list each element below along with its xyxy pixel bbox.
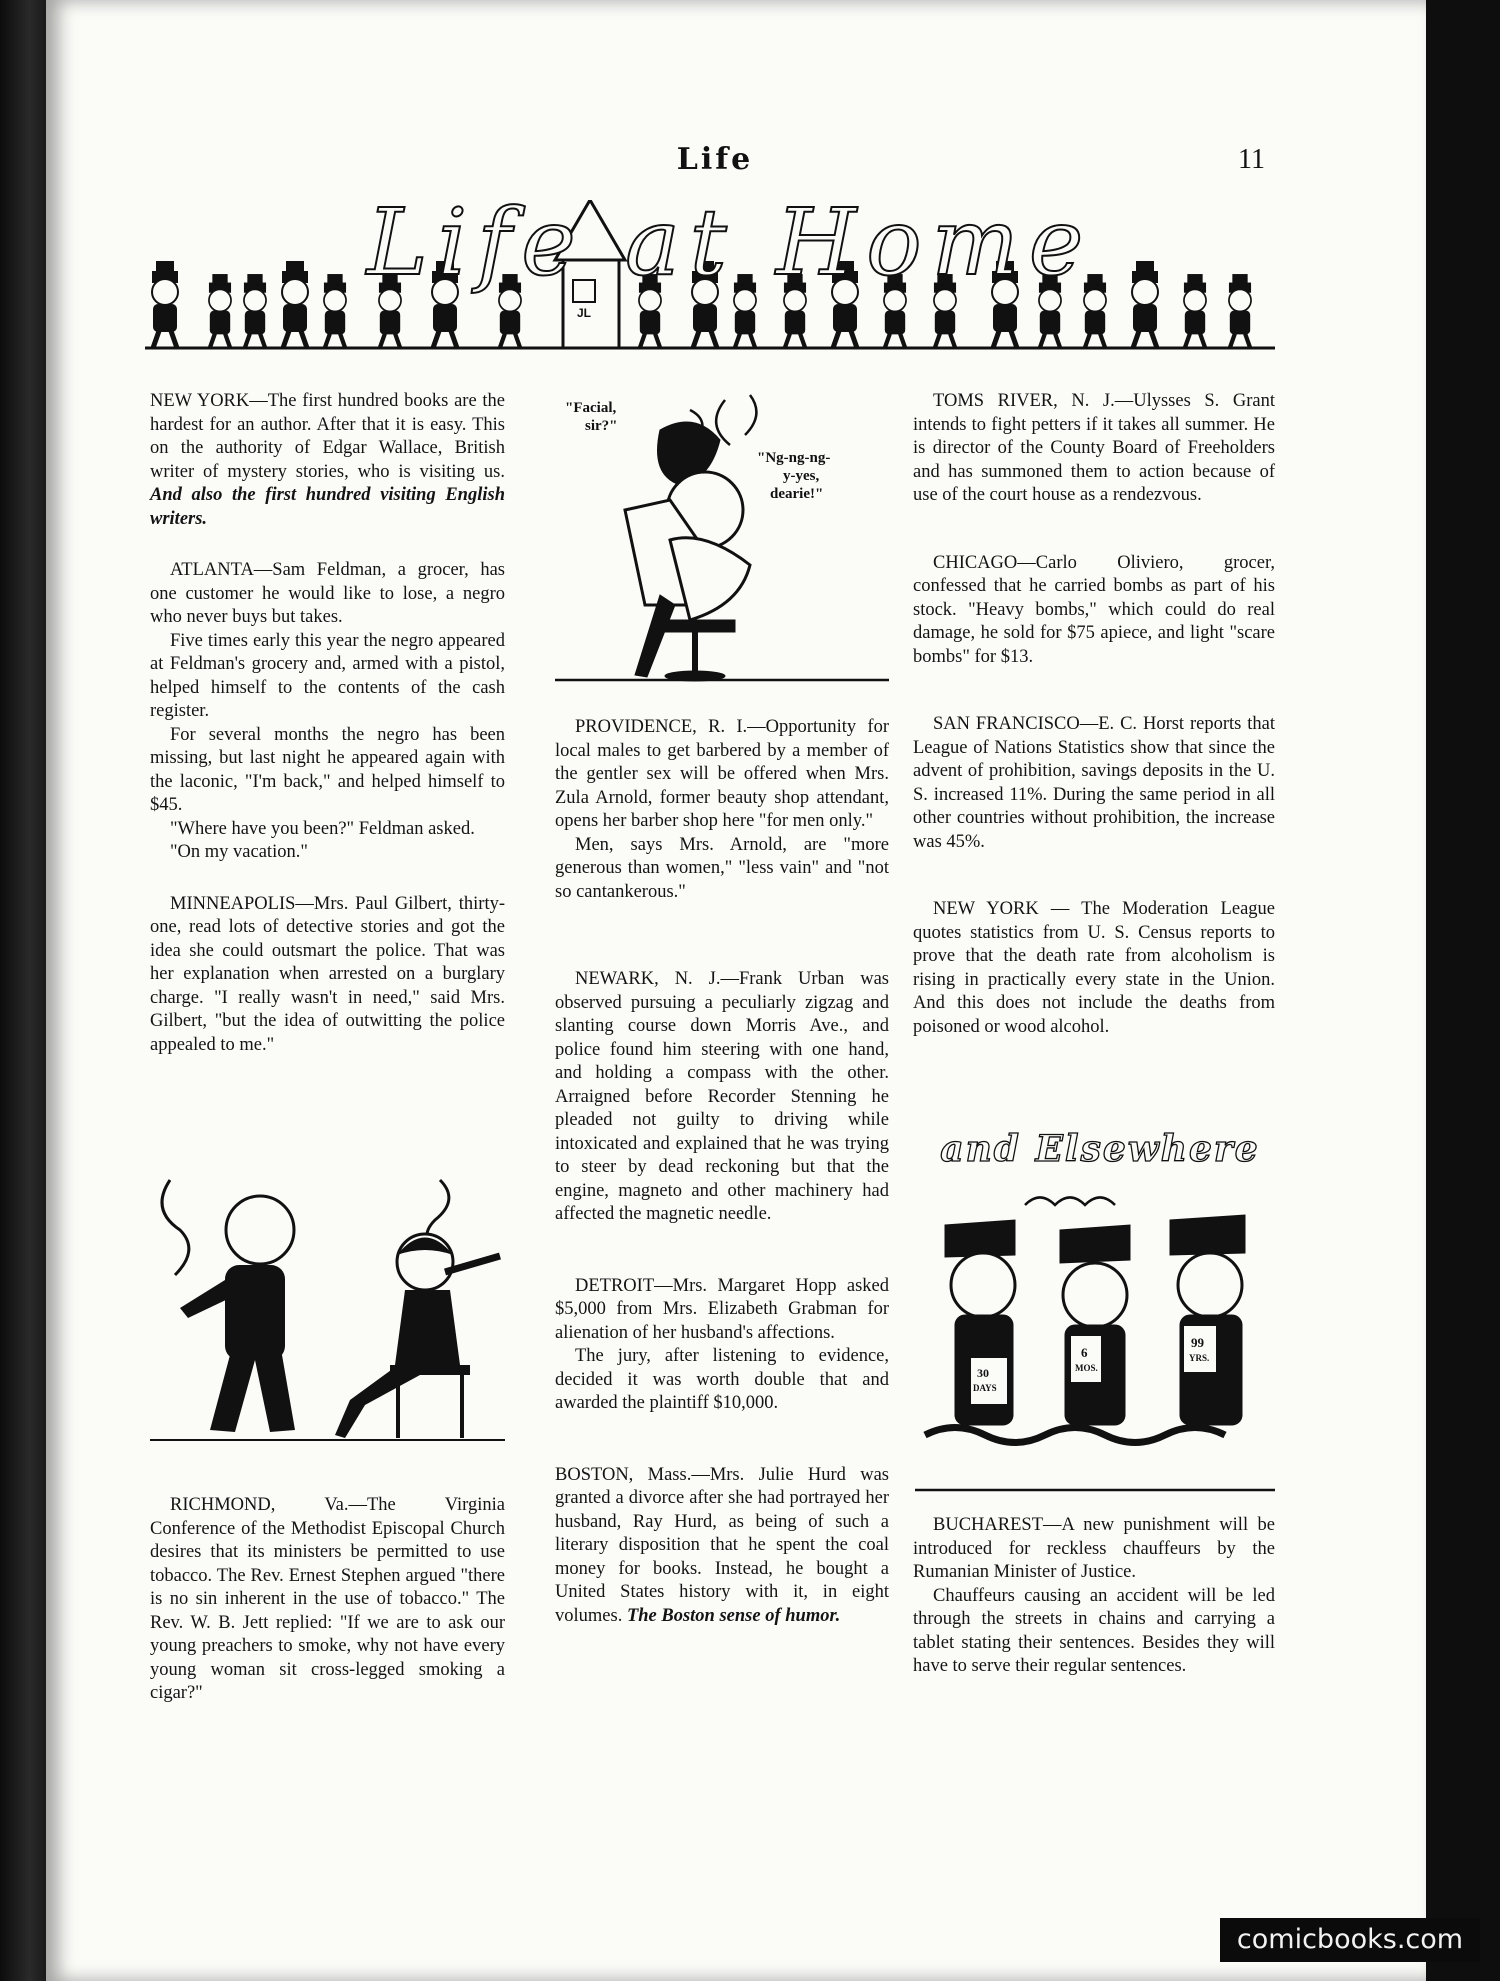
article-italic-tail: And also the first hundred visiting English writers. [150,485,505,529]
article-new-york-2 [913,898,1275,1039]
column-middle [555,716,889,1654]
article-bucharest [913,1514,1275,1679]
caption-ng: "Ng-ng-ng- [757,450,831,466]
chain-gang-illustration [915,1185,1275,1500]
article-richmond [150,1494,505,1706]
article-chicago [913,552,1275,670]
parade-figure [152,262,178,348]
article-newark [555,968,889,1227]
article-paragraph: CHICAGO—Carlo Oliviero, grocer, confessed that he carried bombs as part of his stock. "Heavy bombs," which could do real damage, he sold for $75 apiece, and light "scare bombs" for $13. [913,552,1275,667]
spine-shadow [0,0,50,1981]
caption-sir: sir?" [585,418,618,434]
article-paragraph: The jury, after listening to evidence, decided it was worth double that and awarded the plaintiff $10,000. [555,1346,889,1413]
article-providence [555,716,889,904]
column-left-bottom [150,1494,505,1732]
site-watermark: comicbooks.com [1220,1918,1480,1962]
article-san-francisco [913,713,1275,854]
article-paragraph: MINNEAPOLIS—Mrs. Paul Gilbert, thirty-one, read lots of detective stories and got the idea she could outsmart the police. That was her explanation when arrested on a burglary charge. "I really wasn't in need," said Mrs. Gilbert, "but the idea of outwitting the police appealed to me." [150,893,505,1055]
tag-99: 99 [1191,1335,1204,1350]
parade-figure [1229,275,1251,348]
caption-dearie: dearie!" [770,486,824,502]
article-paragraph: DETROIT—Mrs. Margaret Hopp asked $5,000 from Mrs. Elizabeth Grabman for alienation of her husband's affections. [555,1275,889,1343]
article-paragraph: Chauffeurs causing an accident will be led through the streets in chains and carrying a tablet stating their sentences. Besides they will have to serve their regular sentences. [913,1585,1275,1676]
article-paragraph: Men, says Mrs. Arnold, are "more generous than women," "less vain" and "not so cantankerous." [555,834,889,902]
article-paragraph: PROVIDENCE, R. I.—Opportunity for local males to get barbered by a member of the gentler sex will be offered when Mrs. Zula Arnold, former beauty shop attendant, opens her barber shop here "for men only." [555,717,889,831]
column-right [913,390,1275,1065]
tag-yrs: YRS. [1189,1353,1210,1363]
parade-figure [209,275,231,348]
article-paragraph: NEWARK, N. J.—Frank Urban was observed pursuing a peculiarly zigzag and slanting course down Morris Ave., and police found him steering with one hand, and holding a compass with the other. Arraigned before Recorder Stenning he pleaded not guilty to driving while intoxicated and explained that he was trying to steer by dead reckoning but that the engine, magneto and other machinery had affected the magnetic needle. [555,969,889,1224]
article-paragraph: For several months the negro has been missing, but last night he appeared again with the laconic, "I'm back," and helped himself to $45. [150,724,505,815]
tag-days: DAYS [973,1383,997,1393]
article-paragraph: BOSTON, Mass.—Mrs. Julie Hurd was granted a divorce after she had portrayed her husband, Ray Hurd, as being of such a literary disposition that he spent the coal money for books. Instead, he bought a United States history with it, in eight volumes. [555,1464,889,1626]
article-paragraph: "On my vacation." [170,842,308,862]
article-boston [555,1464,889,1629]
article-atlanta [150,559,505,865]
article-paragraph: "Where have you been?" Feldman asked. [170,818,475,839]
article-detroit [555,1275,889,1416]
article-paragraph: Five times early this year the negro appeared at Feldman's grocery and, armed with a pistol, helped himself to the contents of the cash register. [150,630,505,721]
article-minneapolis [150,893,505,1058]
article-paragraph: ATLANTA—Sam Feldman, a grocer, has one customer he would like to lose, a negro who never buys but takes. [150,560,505,627]
page-number: 11 [1238,144,1265,175]
column-left [150,390,505,1083]
article-paragraph: NEW YORK — The Moderation League quotes statistics from U. S. Census reports to prove that the death rate from alcoholism is rising in practically every state in the Union. And this does not include the deaths from poisoned or wood alcohol. [913,899,1275,1037]
parade-figure [1184,275,1206,348]
column-right-bottom [913,1514,1275,1705]
parade-figure [244,275,266,348]
elsewhere-heading: and Elsewhere [940,1128,1260,1170]
tag-30-days: 30 [977,1366,989,1380]
tag-6: 6 [1081,1345,1088,1360]
caption-facial: "Facial, [565,400,617,416]
article-new-york-1 [150,390,505,531]
article-italic-tail: The Boston sense of humor. [626,1605,841,1626]
article-paragraph: RICHMOND, Va.—The Virginia Conference of the Methodist Episcopal Church desires that its ministers be permitted to use tobacco. The Rev. Ernest Stephen argued "there is no sin inherent in the use of tobacco." The Rev. W. B. Jett replied: "If we are to ask our young preachers to smoke, why not have every young woman sit cross-legged smoking a cigar?" [150,1495,505,1703]
article-toms-river [913,390,1275,508]
article-paragraph: BUCHAREST—A new punishment will be introduced for reckless chauffeurs by the Rumanian Minister of Justice. [913,1515,1275,1582]
article-paragraph: TOMS RIVER, N. J.—Ulysses S. Grant intends to fight petters if it takes all summer. He is director of the County Board of Freeholders and has summoned them to action because of use of the court house as a rendezvous. [913,391,1275,505]
caption-yes: y-yes, [783,468,820,484]
barber-illustration [555,390,889,690]
running-head: Life [676,142,754,177]
article-paragraph: NEW YORK—The first hundred books are the hardest for an author. After that it is easy. This on the authority of Edgar Wallace, British writer of mystery stories, who is visiting us. [150,391,505,482]
tag-mos: MOS. [1075,1363,1098,1373]
scan-border [1426,0,1500,1981]
masthead-title: Life at Home [366,189,1094,296]
smokers-illustration [150,1160,505,1450]
article-paragraph: SAN FRANCISCO—E. C. Horst reports that League of Nations Statistics show that since the advent of prohibition, savings deposits in the U. S. increased 11%. During the same period in all other countries without prohibition, the increase was 45%. [913,714,1275,852]
house-sign: JL [577,306,592,320]
